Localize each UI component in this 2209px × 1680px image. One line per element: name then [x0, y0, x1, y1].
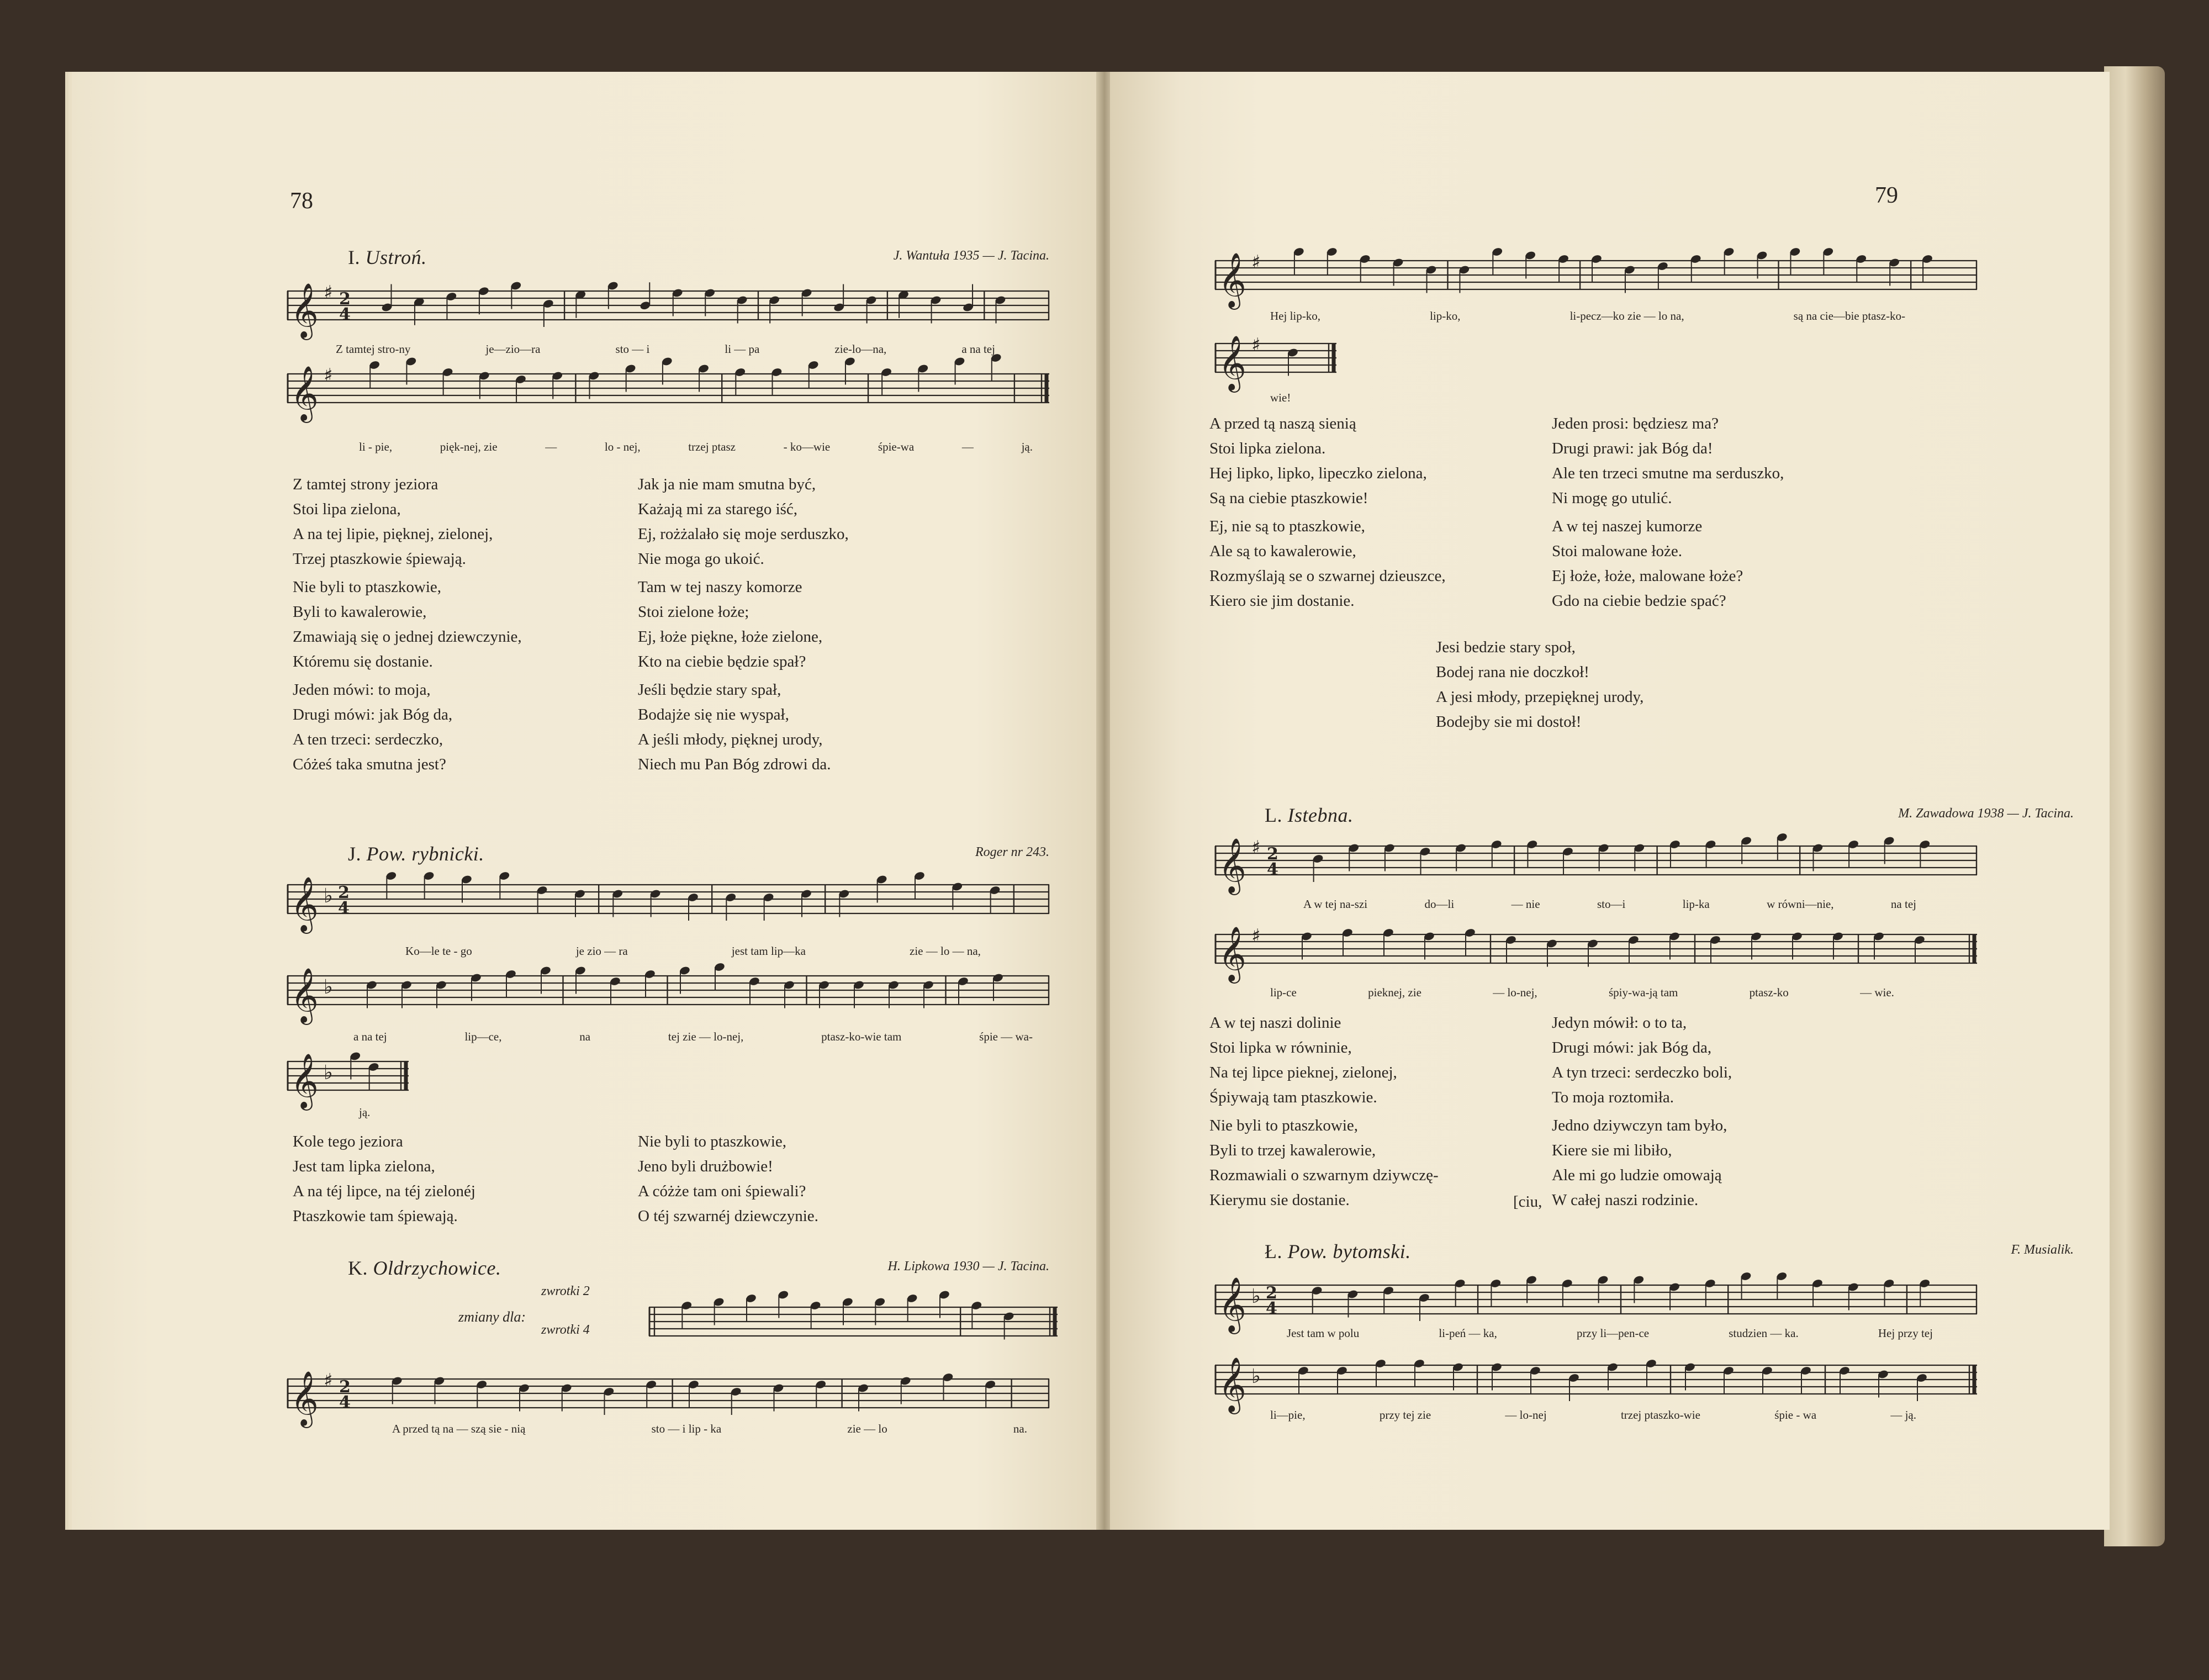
lyric-line: Hej lipko, lipko, lipeczko zielona, — [1209, 464, 1427, 482]
lyric-line: Drugi mówi: jak Bóg da, — [1552, 1039, 1712, 1056]
verses-column — [1209, 411, 1446, 614]
lyric-line: Gdo na ciebie bedzie spać? — [1552, 592, 1726, 610]
svg-text:♭: ♭ — [324, 1061, 333, 1084]
lyric-line: A jeśli młody, pięknej urody, — [638, 731, 823, 748]
svg-text:𝄞: 𝄞 — [1218, 1277, 1246, 1332]
lyric-line: A przed tą naszą sienią — [1209, 415, 1356, 432]
lyric-line: Kole tego jeziora — [293, 1133, 403, 1150]
lyric-line: Niech mu Pan Bóg zdrowi da. — [638, 756, 831, 773]
svg-text:𝄞: 𝄞 — [1218, 1357, 1246, 1412]
lyric-line: Jedno dziywczyn tam było, — [1552, 1117, 1727, 1134]
lyric-line: Jest tam lipka zielona, — [293, 1158, 435, 1175]
lyric-line: Jeno byli drużbowie! — [638, 1158, 773, 1175]
syllable-row: li - pie, pięk-nej, zie — lo - nej, trzej ptasz - ko—wie śpie-wa — ją. — [359, 440, 1033, 453]
svg-text:𝄞: 𝄞 — [290, 968, 319, 1023]
lyric-line: Tam w tej naszy komorze — [638, 578, 802, 596]
svg-text:𝄞: 𝄞 — [1218, 926, 1246, 981]
svg-text:4: 4 — [339, 305, 351, 324]
lyric-line: O téj szwarnéj dziewczynie. — [638, 1207, 818, 1225]
lyric-line: Na tej lipce pieknej, zielonej, — [1209, 1064, 1397, 1081]
lyric-line: Ej, łoże piękne, łoże zielone, — [638, 628, 823, 646]
lyric-line: Cóżeś taka smutna jest? — [293, 756, 446, 773]
syllable-row: lip-ce pieknej, zie — lo-nej, śpiy-wa-ją tam ptasz-ko — wie. — [1270, 986, 1894, 999]
song-title: J. Pow. rybnicki. — [348, 843, 484, 865]
lyric-line: Kiero sie jim dostanie. — [1209, 592, 1355, 610]
variant-label-b: zwrotki 4 — [541, 1323, 590, 1337]
lyric-line: Ej, nie są to ptaszkowie, — [1209, 517, 1365, 535]
music-staff — [1215, 249, 1977, 309]
svg-text:♯: ♯ — [1251, 837, 1261, 859]
lyric-line: Byli to trzej kawalerowie, — [1209, 1142, 1376, 1159]
svg-text:2: 2 — [1267, 844, 1278, 864]
lyric-line: Są na ciebie ptaszkowie! — [1209, 489, 1368, 507]
svg-text:𝄞: 𝄞 — [290, 1053, 319, 1108]
lyric-line: Byli to kawalerowie, — [293, 603, 427, 621]
lyric-line: To moja roztomiła. — [1552, 1089, 1674, 1106]
lyric-line: Kiere sie mi libiło, — [1552, 1142, 1672, 1159]
syllable-row: A przed tą na — szą sie - nią sto — i lip - ka zie — lo na. — [392, 1422, 1027, 1435]
song-title: L. Istebna. — [1265, 804, 1354, 826]
lyric-line: Jeśli będzie stary spał, — [638, 681, 781, 699]
syllable-row: wie! — [1270, 391, 1291, 404]
lyric-line: Rozmyślają se o szwarnej dzieuszce, — [1209, 567, 1446, 585]
music-staff — [1215, 331, 1336, 392]
lyric-line: Bodej rana nie doczkoł! — [1436, 663, 1589, 681]
lyric-line: Nie byli to ptaszkowie, — [1209, 1117, 1359, 1134]
svg-text:2: 2 — [1266, 1283, 1277, 1303]
lyric-line: Któremu się dostanie. — [293, 653, 433, 670]
svg-text:2: 2 — [339, 289, 351, 309]
lyric-line: Bodajże się nie wyspał, — [638, 706, 789, 723]
svg-text:♭: ♭ — [324, 976, 333, 999]
lyric-line: A ten trzeci: serdeczko, — [293, 731, 443, 748]
lyric-line: Ale ten trzeci smutne ma serduszko, — [1552, 464, 1784, 482]
page-number: 79 — [1875, 183, 1898, 208]
lyric-line: A na tej lipie, pięknej, zielonej, — [293, 525, 493, 543]
lyric-line: Jedyn mówił: o to ta, — [1552, 1014, 1687, 1032]
left-page — [72, 72, 1099, 1530]
verses-column — [1552, 1011, 1732, 1213]
variant-label-a: zwrotki 2 — [541, 1284, 590, 1298]
svg-text:4: 4 — [1266, 1299, 1277, 1318]
music-staff — [287, 362, 1049, 434]
svg-text:4: 4 — [1267, 860, 1278, 879]
svg-text:♭: ♭ — [1251, 1285, 1261, 1308]
svg-text:♯: ♯ — [324, 364, 333, 387]
lyric-line: Trzej ptaszkowie śpiewają. — [293, 550, 466, 568]
lyric-line: Jeden mówi: to moja, — [293, 681, 431, 699]
syllable-row: Hej lip-ko, lip-ko, li-pecz—ko zie — lo na, są na cie—bie ptasz-ko- — [1270, 309, 1905, 323]
lyric-line: A jesi młody, przepięknej urody, — [1436, 688, 1644, 706]
lyric-line: A w tej naszi dolinie — [1209, 1014, 1341, 1032]
verses-column — [293, 1129, 475, 1229]
song-title: I. Ustroń. — [348, 246, 427, 268]
book-page-edges — [2104, 66, 2165, 1546]
song-credit: F. Musialik. — [2011, 1243, 2074, 1257]
lyric-line: Stoi lipka w równinie, — [1209, 1039, 1352, 1056]
music-staff — [649, 1295, 1058, 1359]
lyric-line: Jak ja nie mam smutna być, — [638, 476, 816, 493]
verses-column — [1552, 411, 1784, 614]
music-staff — [1215, 1353, 1977, 1417]
svg-text:𝄞: 𝄞 — [290, 283, 319, 338]
lyric-line: Stoi malowane łoże. — [1552, 542, 1682, 560]
syllable-row: Ko—le te - go je zio — ra jest tam lip—ka zie — lo — na, — [405, 944, 981, 958]
right-page — [1110, 72, 2110, 1530]
svg-text:♯: ♯ — [324, 282, 333, 304]
page-number: 78 — [290, 188, 313, 214]
verses-column — [638, 1129, 818, 1229]
song-title: K. Oldrzychowice. — [348, 1257, 501, 1279]
verses-column — [293, 472, 522, 777]
lyric-line: A tyn trzeci: serdeczko boli, — [1552, 1064, 1732, 1081]
syllable-row: Z tamtej stro-ny je—zio—ra sto — i li — pa zie-lo—na, a na tej — [336, 342, 995, 356]
song-credit: Roger nr 243. — [975, 845, 1049, 859]
svg-text:♯: ♯ — [1251, 251, 1261, 273]
song-title: Ł. Pow. bytomski. — [1265, 1240, 1411, 1262]
lyric-line: W całej naszi rodzinie. — [1552, 1191, 1699, 1209]
lyric-line: Drugi prawi: jak Bóg da! — [1552, 440, 1713, 457]
svg-text:𝄞: 𝄞 — [290, 876, 319, 932]
music-staff — [287, 1367, 1049, 1430]
song-credit: M. Zawadowa 1938 — J. Tacina. — [1898, 806, 2074, 821]
lyric-line: Rozmawiali o szwarnym dziywczę- — [1209, 1166, 1439, 1184]
lyric-line: Stoi lipka zielona. — [1209, 440, 1326, 457]
svg-text:𝄞: 𝄞 — [1218, 838, 1246, 893]
lyric-line: Stoi lipa zielona, — [293, 500, 401, 518]
lyric-line: Z tamtej strony jeziora — [293, 476, 438, 493]
verses-column — [1436, 635, 1643, 735]
svg-text:𝄞: 𝄞 — [290, 366, 319, 421]
lyric-line: Nie moga go ukoić. — [638, 550, 764, 568]
lyric-line: Kto na ciebie będzie spał? — [638, 653, 806, 670]
music-staff — [287, 1049, 409, 1107]
variant-label: zmiany dla: — [458, 1309, 526, 1325]
syllable-row: Jest tam w polu li-peń — ka, przy li—pen-ce studzien — ka. Hej przy tej — [1287, 1327, 1933, 1340]
syllable-row: ją. — [359, 1106, 371, 1119]
svg-text:2: 2 — [339, 1377, 351, 1397]
lyric-line: Ej, rożżalało się moje serduszko, — [638, 525, 849, 543]
lyric-line: Ale mi go ludzie omowają — [1552, 1166, 1722, 1184]
svg-text:♯: ♯ — [1251, 925, 1261, 947]
lyric-line: Każają mi za starego iść, — [638, 500, 798, 518]
svg-text:4: 4 — [339, 1393, 351, 1412]
lyric-line: A na téj lipce, na téj zielonéj — [293, 1182, 475, 1200]
svg-text:♭: ♭ — [1251, 1365, 1261, 1388]
music-staff — [1215, 922, 1977, 991]
svg-text:♯: ♯ — [324, 1370, 333, 1392]
syllable-row: li—pie, przy tej zie — lo-nej trzej ptaszko-wie śpie - wa — ją. — [1270, 1408, 1916, 1422]
lyric-line: A cóżże tam oni śpiewali? — [638, 1182, 806, 1200]
svg-text:2: 2 — [338, 883, 350, 902]
syllable-row: A w tej na-szi do—li — nie sto—i lip-ka w równi—nie, na tej — [1303, 897, 1916, 911]
lyric-line: Nie byli to ptaszkowie, — [293, 578, 442, 596]
svg-text:♯: ♯ — [1251, 334, 1261, 356]
svg-text:𝄞: 𝄞 — [1218, 252, 1246, 308]
svg-text:♭: ♭ — [324, 885, 333, 907]
lyric-line: Bodejby sie mi dostoł! — [1436, 713, 1582, 731]
lyric-line: Jeden prosi: będziesz ma? — [1552, 415, 1719, 432]
svg-text:4: 4 — [338, 899, 350, 918]
lyric-line: Ni mogę go utulić. — [1552, 489, 1672, 507]
lyric-line: Ej łoże, łoże, malowane łoże? — [1552, 567, 1743, 585]
music-staff — [287, 279, 1049, 340]
lyric-line: Jesi bedzie stary społ, — [1436, 638, 1576, 656]
lyric-line: Kierymu sie dostanie. — [1209, 1191, 1350, 1209]
svg-text:𝄞: 𝄞 — [290, 1371, 319, 1426]
music-staff — [1215, 834, 1977, 903]
lyric-line: Nie byli to ptaszkowie, — [638, 1133, 787, 1150]
music-staff — [287, 964, 1049, 1033]
music-staff — [287, 873, 1049, 942]
lyric-line: Zmawiają się o jednej dziewczynie, — [293, 628, 522, 646]
syllable-row: a na tej lip—ce, na tej zie — lo-nej, ptasz-ko-wie tam śpie — wa- — [353, 1030, 1033, 1043]
verse-wrap-tail: [ciu, — [1513, 1193, 1542, 1211]
verses-column — [638, 472, 849, 777]
lyric-line: Ptaszkowie tam śpiewają. — [293, 1207, 458, 1225]
lyric-line: A w tej naszej kumorze — [1552, 517, 1703, 535]
lyric-line: Śpiywają tam ptaszkowie. — [1209, 1089, 1377, 1106]
song-credit: H. Lipkowa 1930 — J. Tacina. — [887, 1259, 1049, 1274]
lyric-line: Drugi mówi: jak Bóg da, — [293, 706, 453, 723]
song-credit: J. Wantuła 1935 — J. Tacina. — [893, 249, 1049, 263]
svg-text:𝄞: 𝄞 — [1218, 335, 1246, 390]
lyric-line: Stoi zielone łoże; — [638, 603, 749, 621]
verses-column — [1209, 1011, 1439, 1213]
lyric-line: Ale są to kawalerowie, — [1209, 542, 1356, 560]
